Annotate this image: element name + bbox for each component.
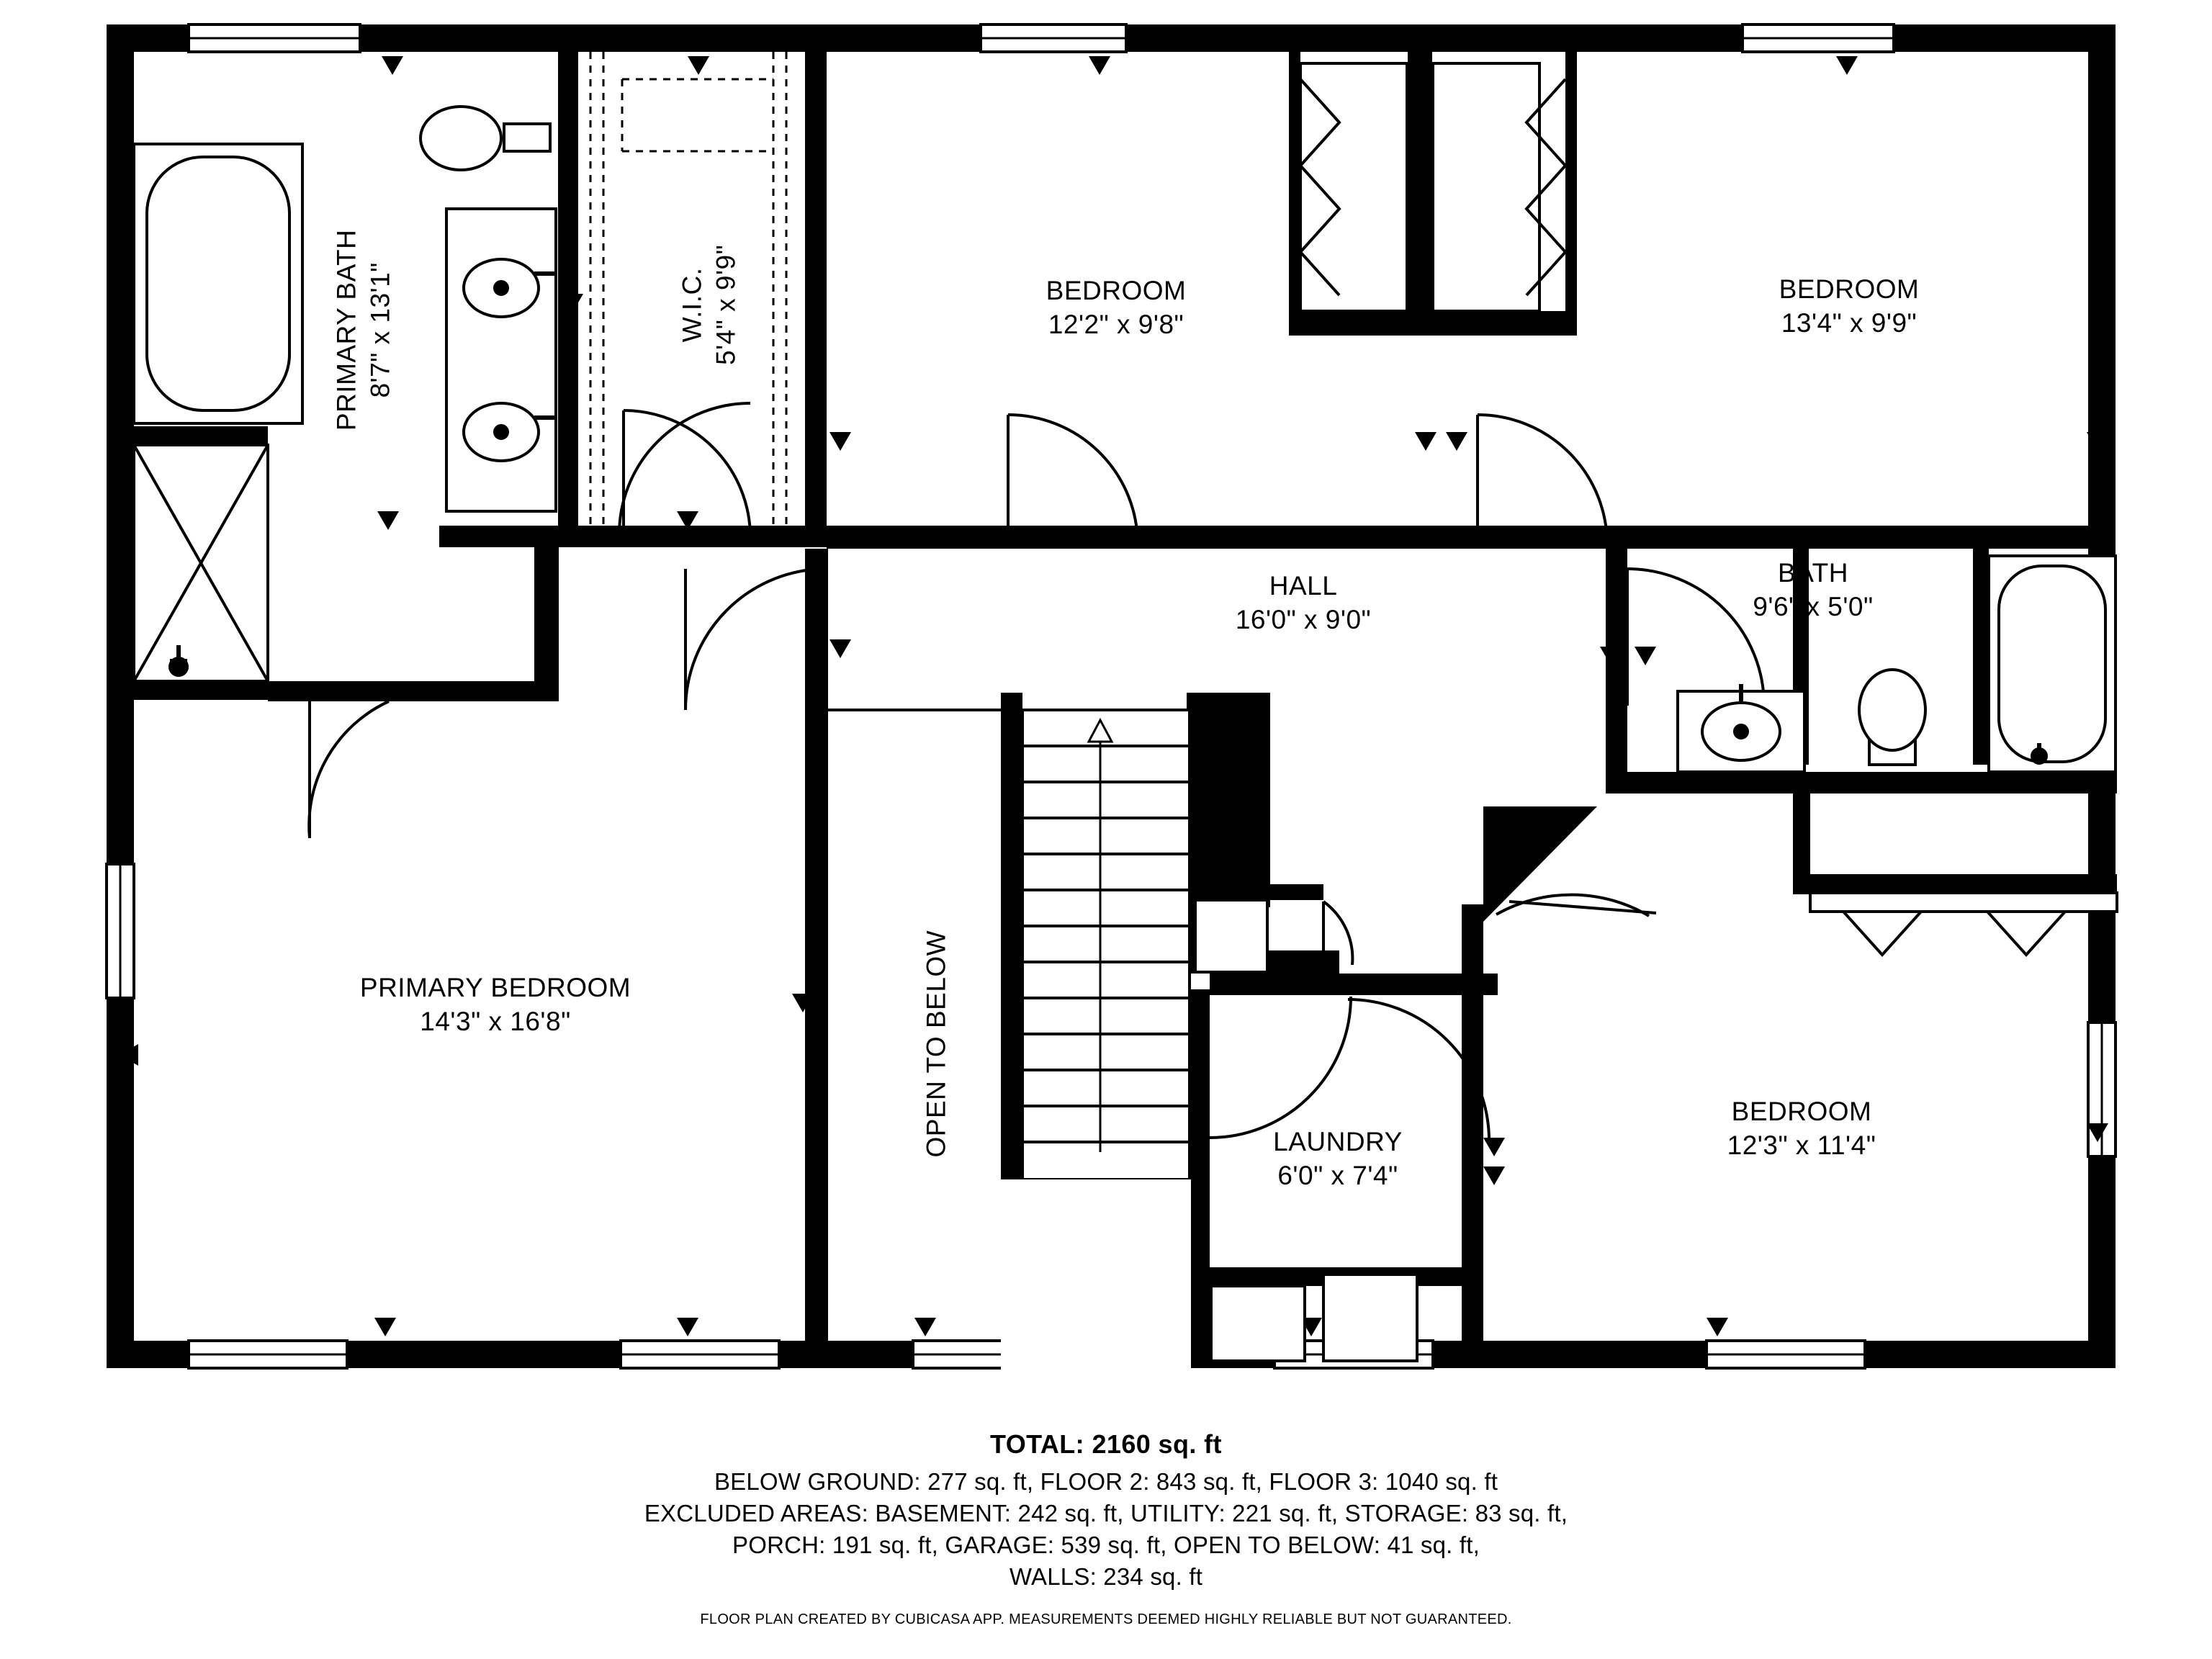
room-label-wic xyxy=(675,168,744,441)
room-name: BEDROOM xyxy=(1046,276,1187,305)
summary-line-1: BELOW GROUND: 277 sq. ft, FLOOR 2: 843 sq. ft, FLOOR 3: 1040 sq. ft xyxy=(714,1468,1498,1495)
room-name: LAUNDRY xyxy=(1273,1127,1403,1156)
room-name: HALL xyxy=(1269,571,1338,601)
room-label-open-to-below: OPEN TO BELOW xyxy=(921,930,951,1158)
room-name: BEDROOM xyxy=(1779,274,1920,304)
room-label-bedroom-2 xyxy=(1662,272,2036,341)
room-label-bedroom-3 xyxy=(1614,1094,1989,1163)
right-closet xyxy=(1810,893,2117,955)
room-dimensions: 6'0" x 7'4" xyxy=(1277,1161,1398,1191)
room-label-laundry xyxy=(1165,1125,1511,1193)
room-dimensions: 16'0" x 9'0" xyxy=(1235,605,1372,635)
room-dimensions: 12'3" x 11'4" xyxy=(1727,1130,1876,1161)
room-dimensions: 14'3" x 16'8" xyxy=(420,1007,571,1037)
room-dimensions: 12'2" x 9'8" xyxy=(1048,310,1184,340)
room-name: BATH xyxy=(1778,558,1848,588)
room-dimensions: 13'4" x 9'9" xyxy=(1781,308,1917,338)
room-label-primary-bedroom xyxy=(222,971,769,1039)
room-label-hall xyxy=(1116,569,1491,637)
room-label-bath xyxy=(1640,556,1986,624)
disclaimer: FLOOR PLAN CREATED BY CUBICASA APP. MEASUREMENTS DEEMED HIGHLY RELIABLE BUT NOT GUARANTEED. xyxy=(700,1611,1512,1627)
summary-line-4: WALLS: 234 sq. ft xyxy=(1009,1563,1203,1590)
room-name: BEDROOM xyxy=(1731,1097,1872,1126)
room-name: PRIMARY BATH xyxy=(331,229,361,431)
room-label-primary-bath xyxy=(330,179,398,481)
room-dimensions: 5'4" x 9'9" xyxy=(711,244,741,365)
summary-line-3: PORCH: 191 sq. ft, GARAGE: 539 sq. ft, OPEN TO BELOW: 41 sq. ft, xyxy=(732,1531,1480,1558)
room-dimensions: 9'6" x 5'0" xyxy=(1753,592,1874,622)
summary-line-2: EXCLUDED AREAS: BASEMENT: 242 sq. ft, UTILITY: 221 sq. ft, STORAGE: 83 sq. ft, xyxy=(644,1499,1568,1527)
room-name: W.I.C. xyxy=(677,267,707,343)
area-summary xyxy=(0,1429,2212,1628)
total-area: TOTAL: 2160 sq. ft xyxy=(990,1429,1222,1459)
bedroom-closets xyxy=(1300,63,1565,311)
room-label-bedroom-1 xyxy=(929,274,1303,342)
room-name: PRIMARY BEDROOM xyxy=(359,973,631,1002)
room-dimensions: 8'7" x 13'1" xyxy=(366,262,395,398)
